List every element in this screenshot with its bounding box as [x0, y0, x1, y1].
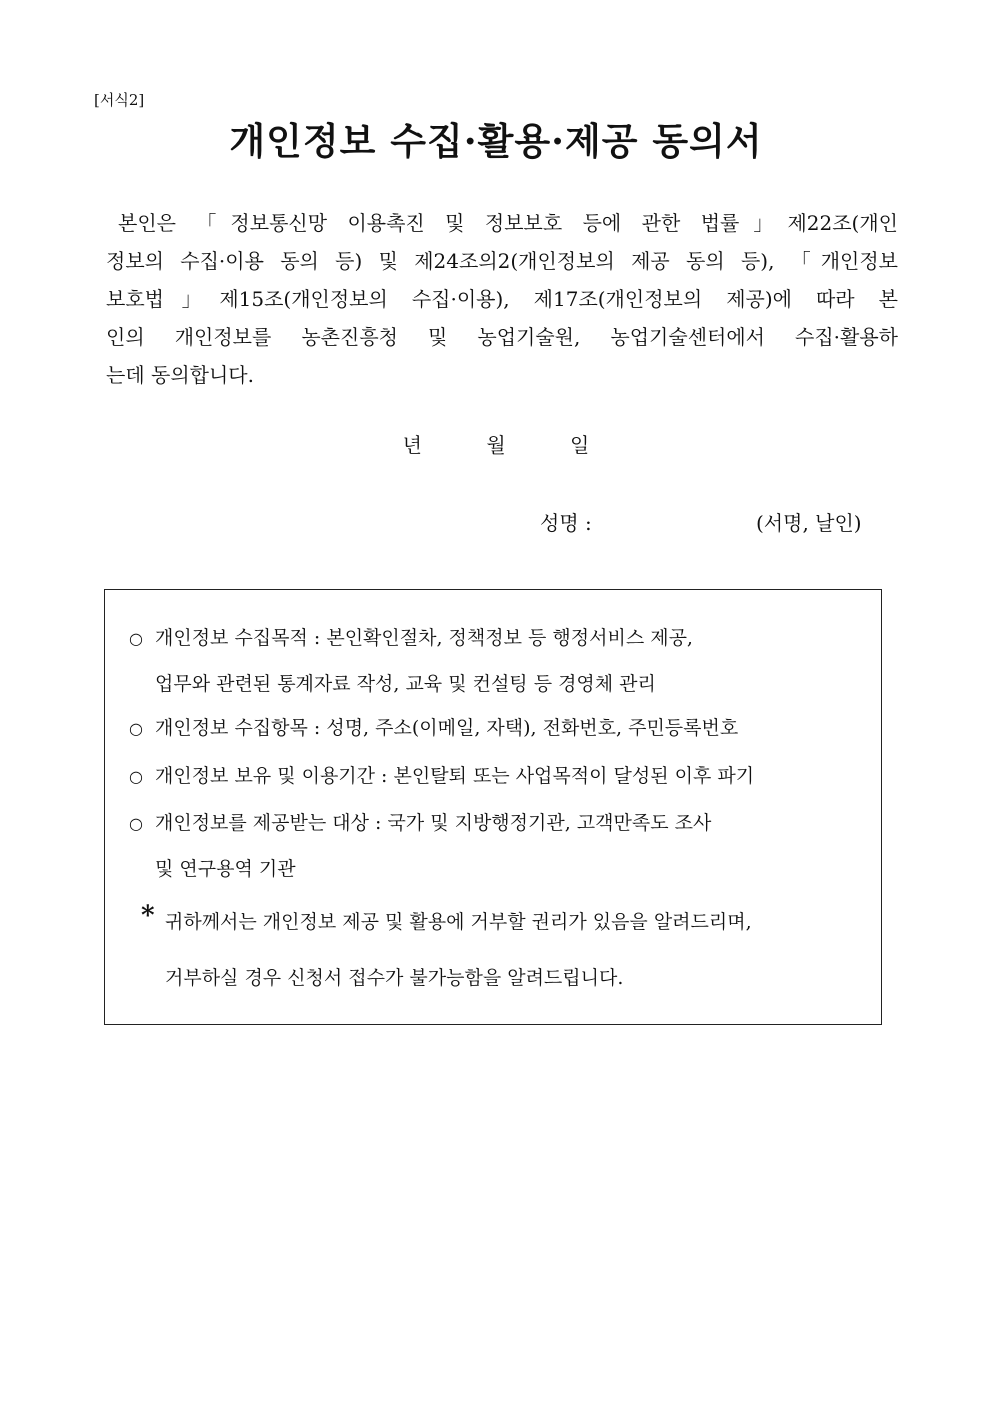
- asterisk-icon: *: [141, 901, 155, 931]
- date-fields: [0, 430, 992, 460]
- collection-purpose-text: 개인정보 수집목적 : 본인확인절차, 정책정보 등 행정서비스 제공,: [155, 627, 693, 649]
- consent-statement-line: 는데 동의합니다.: [106, 363, 254, 387]
- recipients-item: [129, 809, 711, 838]
- collection-items-item: [129, 714, 738, 743]
- name-label: 성명 :: [540, 511, 592, 535]
- recipients-continued: 및 연구용역 기관: [155, 858, 296, 880]
- bullet-circle-icon: ○: [129, 719, 143, 738]
- bullet-circle-icon: ○: [129, 767, 143, 786]
- signature-seal-label: (서명, 날인): [756, 511, 862, 535]
- consent-statement: [106, 204, 898, 394]
- bullet-circle-icon: ○: [129, 814, 143, 833]
- form-number-label: [서식2]: [94, 91, 145, 109]
- consent-statement-line: 인의 개인정보를 농촌진흥청 및 농업기술원, 농업기술센터에서 수집·활용하: [106, 325, 898, 349]
- collection-purpose-item: [129, 624, 693, 653]
- collection-items-text: 개인정보 수집항목 : 성명, 주소(이메일, 자택), 전화번호, 주민등록번호: [155, 717, 739, 739]
- bullet-circle-icon: ○: [129, 629, 143, 648]
- document-title: 개인정보 수집·활용·제공 동의서: [229, 119, 763, 163]
- privacy-info-box: [104, 589, 882, 1025]
- day-label: 일: [570, 433, 590, 457]
- recipients-text: 개인정보를 제공받는 대상 : 국가 및 지방행정기관, 고객만족도 조사: [155, 812, 712, 834]
- retention-period-text: 개인정보 보유 및 이용기간 : 본인탈퇴 또는 사업목적이 달성된 이후 파기: [155, 765, 755, 787]
- retention-period-item: [129, 762, 754, 791]
- consent-statement-line: 본인은 「정보통신망 이용촉진 및 정보보호 등에 관한 법률」제22조(개인: [118, 211, 898, 235]
- consent-statement-line: 보호법」제15조(개인정보의 수집·이용), 제17조(개인정보의 제공)에 따라 본: [106, 287, 898, 311]
- year-label: 년: [402, 433, 422, 457]
- collection-purpose-continued: 업무와 관련된 통계자료 작성, 교육 및 컨설팅 등 경영체 관리: [155, 673, 656, 695]
- consent-statement-line: 정보의 수집·이용 동의 등) 및 제24조의2(개인정보의 제공 동의 등), 「개인정보: [106, 249, 898, 273]
- refusal-notice-line: 귀하께서는 개인정보 제공 및 활용에 거부할 권리가 있음을 알려드리며,: [165, 911, 752, 933]
- month-label: 월: [486, 433, 506, 457]
- refusal-notice-line: 거부하실 경우 신청서 접수가 불가능함을 알려드립니다.: [165, 967, 624, 989]
